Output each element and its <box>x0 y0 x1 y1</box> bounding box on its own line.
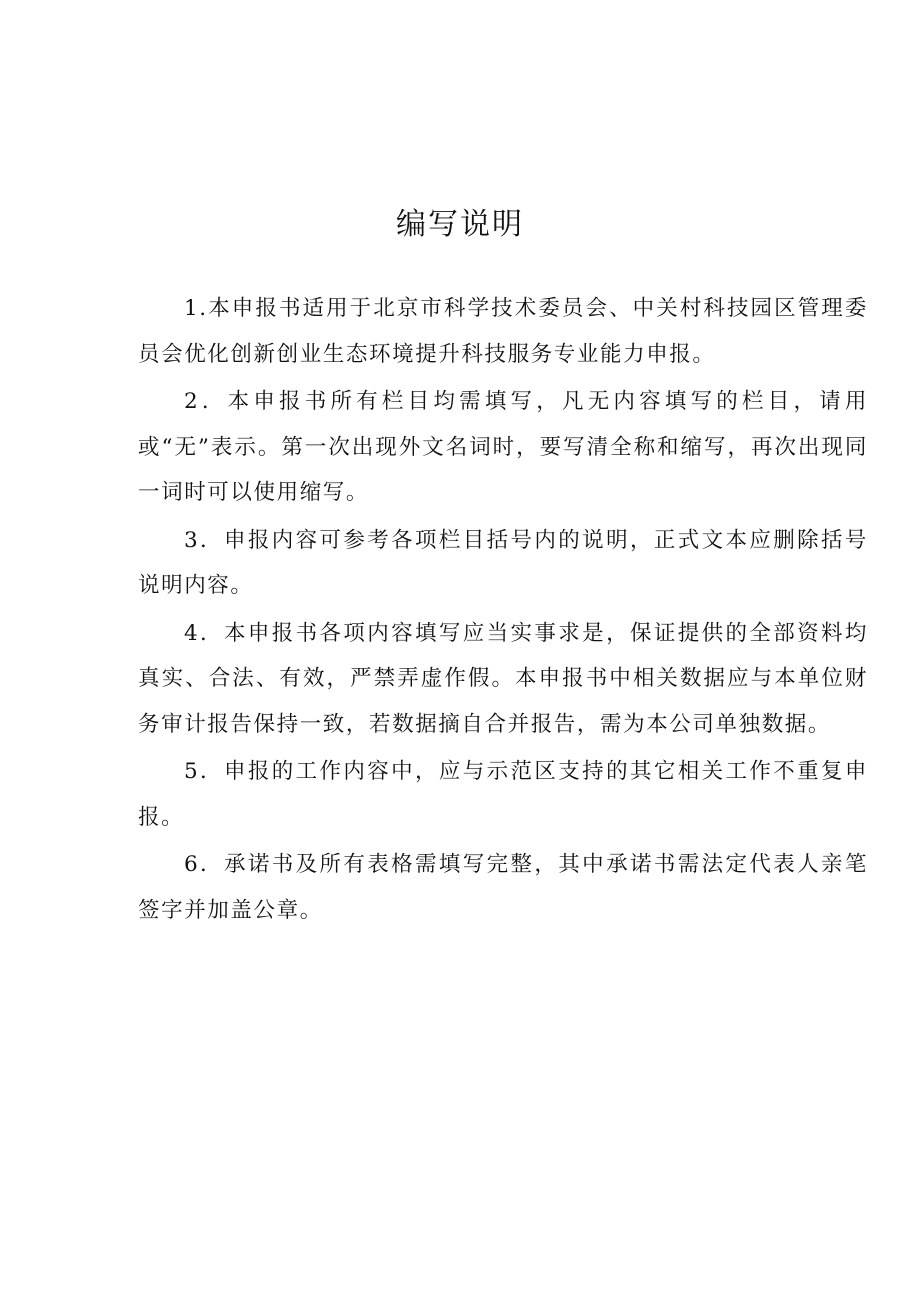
instruction-paragraph-2: 2．本申报书所有栏目均需填写，凡无内容填写的栏目，请用或“无”表示。第一次出现外文名词时，要写清全称和缩写，再次出现同一词时可以使用缩写。 <box>138 389 868 505</box>
instruction-paragraph-6: 6．承诺书及所有表格需填写完整，其中承诺书需法定代表人亲笔签字并加盖公章。 <box>138 852 868 923</box>
instruction-paragraph-4: 4．本申报书各项内容填写应当实事求是，保证提供的全部资料均真实、合法、有效，严禁弄虚作假。本申报书中相关数据应与本单位财务审计报告保持一致，若数据摘自合并报告，需为本公司单独数据。 <box>138 620 868 737</box>
instruction-paragraph-1: 1.本申报书适用于北京市科学技术委员会、中关村科技园区管理委员会优化创新创业生态环境提升科技服务专业能力申报。 <box>138 296 868 367</box>
instruction-paragraph-5: 5．申报的工作内容中，应与示范区支持的其它相关工作不重复申报。 <box>138 759 868 830</box>
instruction-paragraph-3: 3．申报内容可参考各项栏目括号内的说明，正式文本应删除括号说明内容。 <box>138 527 868 598</box>
instructions-body <box>138 286 868 935</box>
page-title: 编写说明 <box>396 207 524 242</box>
